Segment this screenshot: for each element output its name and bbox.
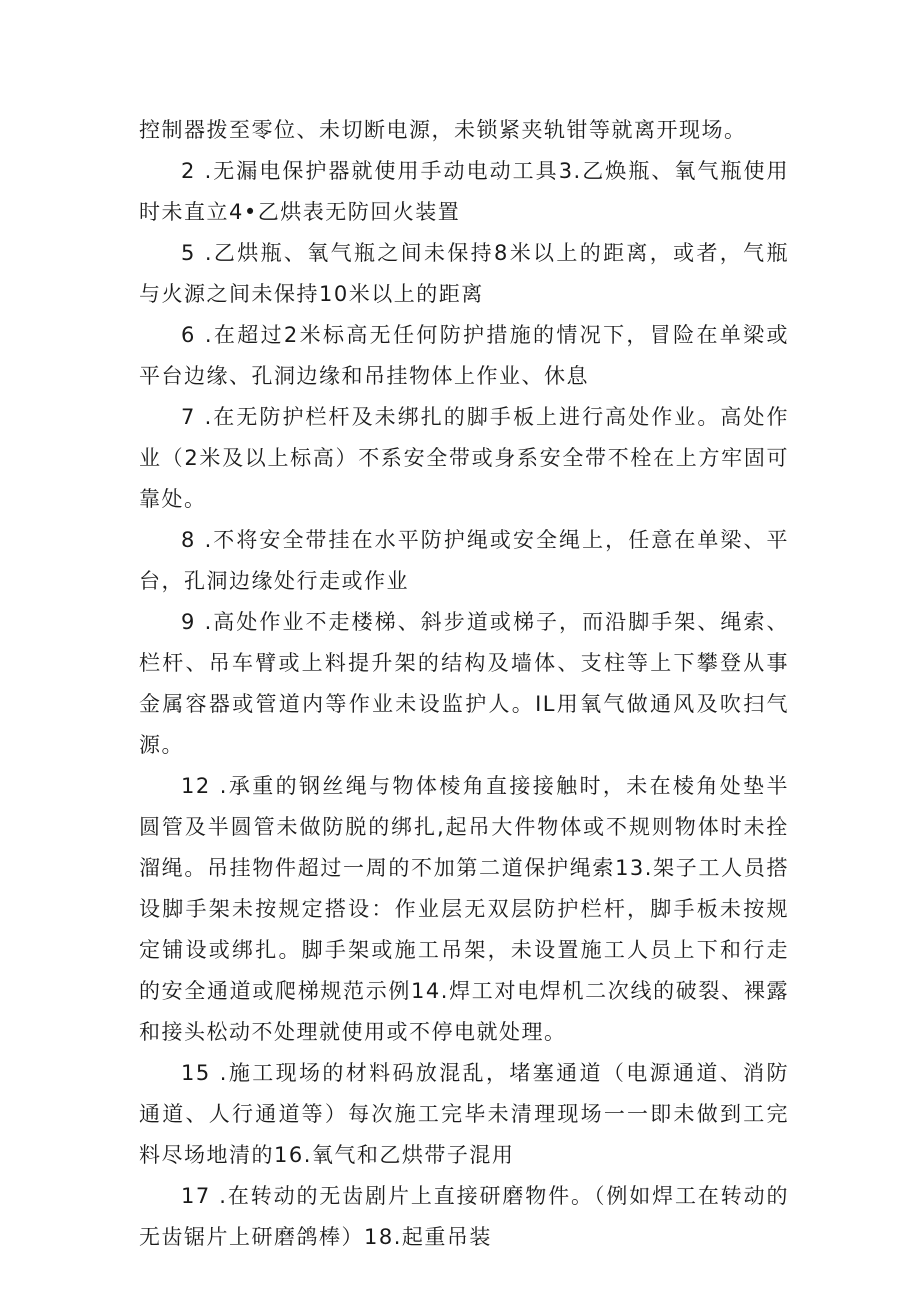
paragraph-item-8: 8 .不将安全带挂在水平防护绳或安全绳上，任意在单梁、平台，孔洞边缘处行走或作业	[139, 528, 789, 593]
document-body	[139, 110, 789, 1258]
paragraph-item-9: 9 .高处作业不走楼梯、斜步道或梯子，而沿脚手架、绳索、栏杆、吊车臂或上料提升架的结构及墙体、支柱等上下攀登从事金属容器或管道内等作业未设监护人。IL用氧气做通风及吹扫气源。	[139, 610, 789, 757]
paragraph-continuation: 控制器拨至零位、未切断电源，未锁紧夹轨钳等就离开现场。	[139, 118, 747, 142]
paragraph-item-7: 7 .在无防护栏杆及未绑扎的脚手板上进行高处作业。高处作业（2米及以上标高）不系安全带或身系安全带不栓在上方牢固可靠处。	[139, 405, 789, 511]
paragraph-item-5: 5 .乙烘瓶、氧气瓶之间未保持8米以上的距离，或者，气瓶与火源之间未保持10米以上的距离	[139, 241, 789, 306]
paragraph-item-6: 6 .在超过2米标高无任何防护措施的情况下，冒险在单梁或平台边缘、孔洞边缘和吊挂物体上作业、休息	[139, 323, 789, 388]
paragraph-item-15: 15 .施工现场的材料码放混乱，堵塞通道（电源通道、消防通道、人行通道等）每次施工完毕未清理现场一一即未做到工完料尽场地清的16.氧气和乙烘带子混用	[139, 1061, 789, 1167]
paragraph-item-12: 12 .承重的钢丝绳与物体棱角直接接触时，未在棱角处垫半圆管及半圆管未做防脱的绑扎,起吊大件物体或不规则物体时未拴溜绳。吊挂物件超过一周的不加第二道保护绳索13.架子工人员搭设脚手架未按规定搭设：作业层无双层防护栏杆，脚手板未按规定铺设或绑扎。脚手架或施工吊架，未设置施工人员上下和行走的安全通道或爬梯规范示例14.焊工对电焊机二次线的破裂、裸露和接头松动不处理就使用或不停电就处理。	[139, 774, 789, 1044]
paragraph-item-2: 2 .无漏电保护器就使用手动电动工具3.乙焕瓶、氧气瓶使用时未直立4•乙烘表无防回火装置	[139, 159, 789, 224]
paragraph-item-17: 17 .在转动的无齿剧片上直接研磨物件。（例如焊工在转动的无齿锯片上研磨鸽棒）18.起重吊装	[139, 1184, 789, 1249]
